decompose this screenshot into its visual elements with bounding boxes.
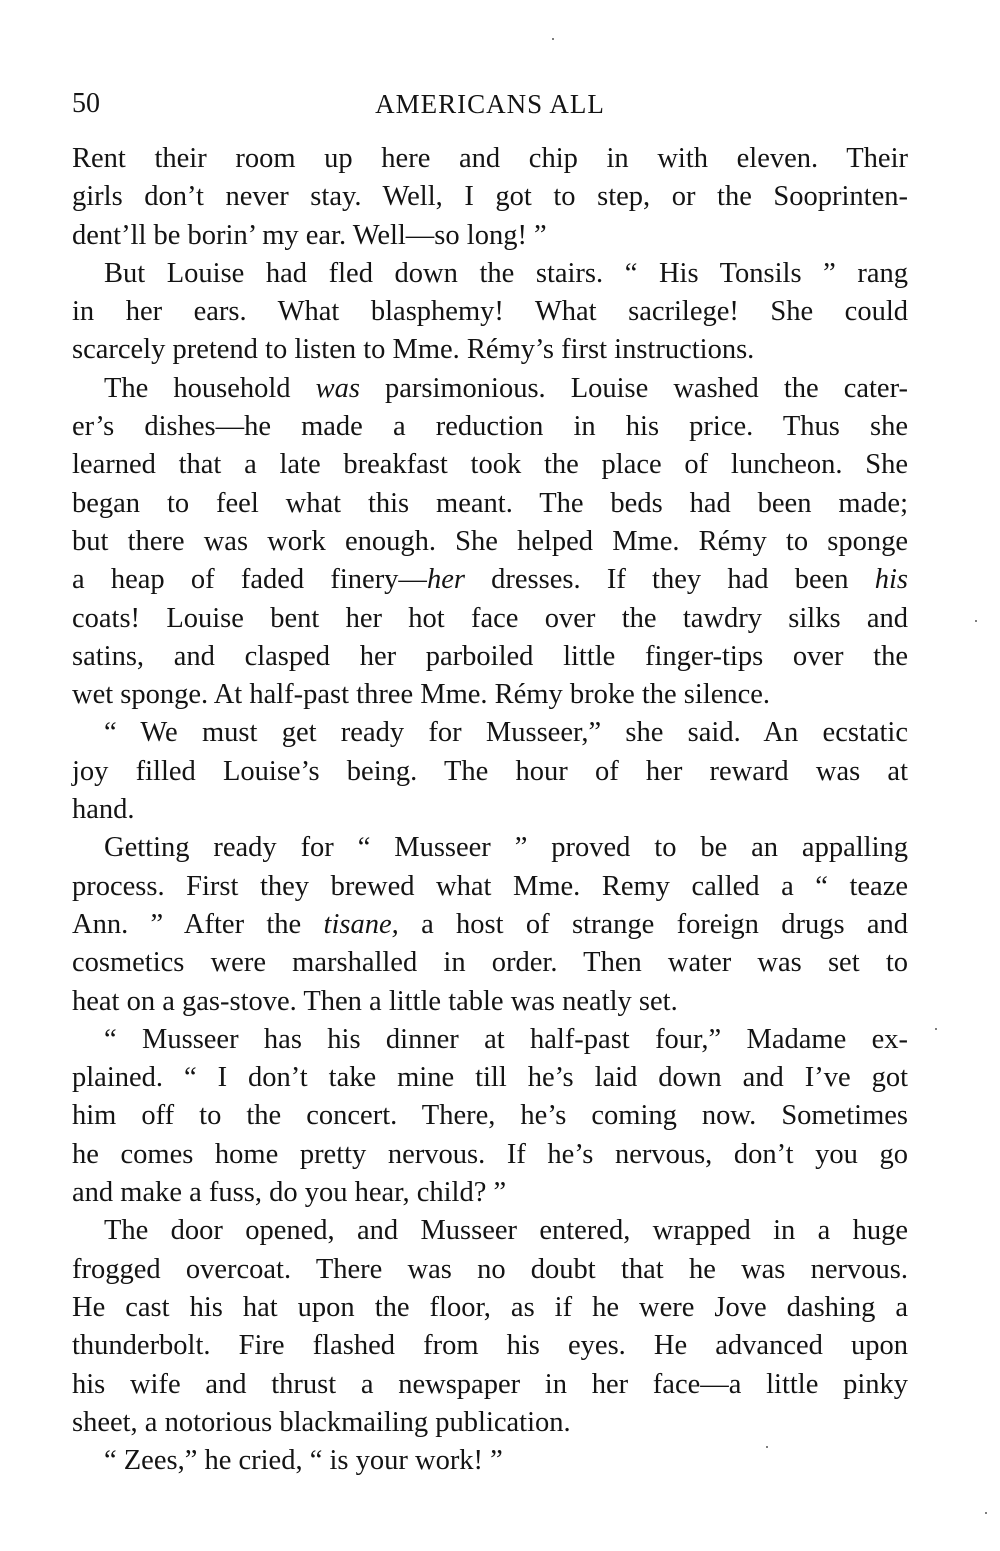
text-line: The door opened, and Musseer entered, wrapped in a huge	[104, 1215, 908, 1247]
text-line: heat on a gas-stove. Then a little table was neatly set.	[72, 985, 678, 1017]
text-line: thunderbolt. Fire flashed from his eyes. He advanced upon	[72, 1330, 908, 1362]
running-head: AMERICANS ALL	[375, 89, 605, 119]
text-line: Rent their room up here and chip in with eleven. Their	[72, 143, 908, 174]
scan-speck	[552, 38, 554, 40]
scan-speck	[975, 620, 977, 622]
page-number: 50	[72, 88, 100, 119]
text-line: plained. “ I don’t take mine till he’s laid down and I’ve got	[72, 1062, 908, 1094]
text-line: he comes home pretty nervous. If he’s nervous, don’t you go	[72, 1138, 908, 1170]
text-line: sheet, a notorious blackmailing publication.	[72, 1406, 571, 1438]
text-line: process. First they brewed what Mme. Remy called a “ teaze	[72, 870, 908, 902]
text-line: in her ears. What blasphemy! What sacrilege! She could	[72, 296, 908, 328]
text-line: girls don’t never stay. Well, I got to step, or the Sooprinten-	[72, 181, 908, 213]
text-line: er’s dishes—he made a reduction in his price. Thus she	[72, 411, 908, 443]
text-line: him off to the concert. There, he’s coming now. Sometimes	[72, 1100, 908, 1132]
text-line: but there was work enough. She helped Mme. Rémy to sponge	[72, 525, 908, 557]
text-line: “ Zees,” he cried, “ is your work! ”	[104, 1445, 503, 1477]
text-line: Getting ready for “ Musseer ” proved to be an appalling	[104, 832, 908, 864]
scan-speck	[985, 1512, 987, 1514]
body-text	[72, 140, 908, 1480]
text-line: a heap of faded finery—her dresses. If they had been his	[72, 564, 908, 596]
text-line: “ We must get ready for Musseer,” she said. An ecstatic	[104, 717, 908, 749]
text-line: dent’ll be borin’ my ear. Well—so long! ”	[72, 219, 547, 251]
text-line: hand.	[72, 794, 135, 826]
text-line: began to feel what this meant. The beds had been made;	[72, 487, 908, 519]
scan-speck	[935, 1028, 937, 1030]
text-line: “ Musseer has his dinner at half-past four,” Madame ex-	[104, 1023, 908, 1055]
text-line: his wife and thrust a newspaper in her face—a little pinky	[72, 1368, 908, 1400]
page-header	[72, 84, 908, 124]
text-line: cosmetics were marshalled in order. Then water was set to	[72, 947, 908, 979]
text-line: Ann. ” After the tisane, a host of strange foreign drugs and	[72, 908, 909, 940]
text-line: He cast his hat upon the floor, as if he were Jove dashing a	[72, 1291, 908, 1323]
text-line: But Louise had fled down the stairs. “ His Tonsils ” rang	[104, 257, 908, 289]
text-line: satins, and clasped her parboiled little finger-tips over the	[72, 640, 908, 672]
text-line: wet sponge. At half-past three Mme. Rémy broke the silence.	[72, 679, 771, 711]
scan-speck	[766, 1446, 768, 1448]
text-line: learned that a late breakfast took the place of luncheon. She	[72, 449, 908, 481]
text-line: and make a fuss, do you hear, child? ”	[72, 1177, 507, 1209]
text-line: scarcely pretend to listen to Mme. Rémy’s first instructions.	[72, 334, 755, 366]
text-line: joy filled Louise’s being. The hour of her reward was at	[72, 755, 908, 787]
text-line: The household was parsimonious. Louise washed the cater-	[104, 372, 908, 404]
text-line: frogged overcoat. There was no doubt that he was nervous.	[72, 1253, 908, 1285]
text-line: coats! Louise bent her hot face over the tawdry silks and	[72, 602, 908, 634]
